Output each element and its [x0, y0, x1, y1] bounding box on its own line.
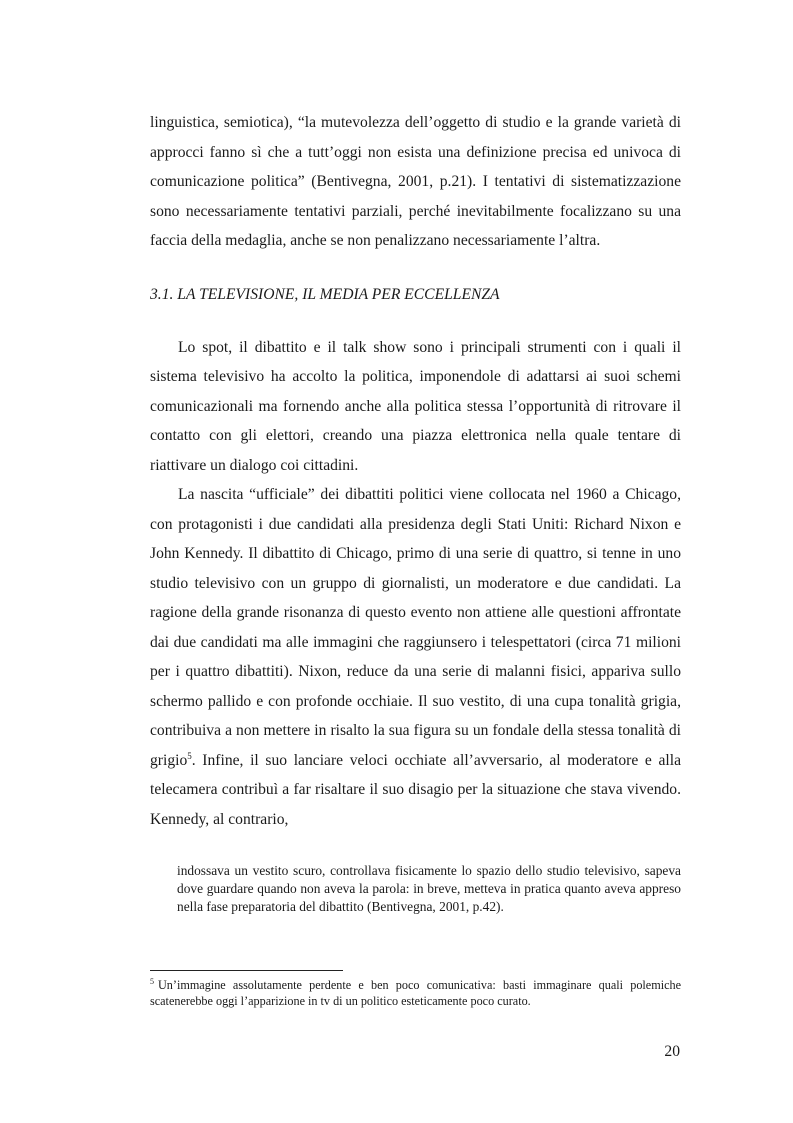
paragraph-intro: linguistica, semiotica), “la mutevolezza dell’oggetto di studio e la grande varietà di approcci fanno sì che a tutt’oggi non esista una definizione precisa ed univoca di comunicazione politica” (Bentivegna, 2001, p.21). I tentativi di sistematizzazione sono necessariamente tentativi parziali, perché inevitabilmente focalizzano su una faccia della medaglia, anche se non penalizzano necessariamente l’altra. — [150, 114, 681, 249]
footnote-text: Un’immagine assolutamente perdente e ben poco comunicativa: basti immaginare quali polemiche scatenerebbe oggi l’apparizione in tv di un politico esteticamente poco curato. — [150, 978, 681, 1008]
footnote-divider — [150, 970, 343, 971]
paragraph-debates-text-b: . Infine, il suo lanciare veloci occhiate all’avversario, al moderatore e alla telecamera contribuì a far risaltare il suo disagio per la situazione che stava vivendo. Kennedy, al contrario, — [150, 751, 681, 828]
footnote — [150, 977, 681, 1009]
paragraph-debates-text-a: La nascita “ufficiale” dei dibattiti politici viene collocata nel 1960 a Chicago, con protagonisti i due candidati alla presidenza degli Stati Uniti: Richard Nixon e John Kennedy. Il dibattito di Chicago, primo di una serie di quattro, si tenne in uno studio televisivo con un gruppo di giornalisti, un moderatore e due candidati. La ragione della grande risonanza di questo evento non attiene alle questioni affrontate dai due candidati ma alle immagini che raggiunsero i telespettatori (circa 71 milioni per i quattro dibattiti). Nixon, reduce da una serie di malanni fisici, appariva sullo schermo pallido e con profonde occhiaie. Il suo vestito, di una cupa tonalità grigia, contribuiva a non mettere in risalto la sua figura su un fondale della stessa tonalità di grigio — [150, 486, 681, 769]
paragraph-debates — [150, 480, 681, 834]
paragraph-tools: Lo spot, il dibattito e il talk show sono i principali strumenti con i quali il sistema televisivo ha accolto la politica, imponendole di adattarsi ai suoi schemi comunicazionali ma fornendo anche alla politica stessa l’opportunità di ritrovare il contatto con gli elettori, creando una piazza elettronica nella quale tentare di riattivare un dialogo coi cittadini. — [150, 338, 681, 474]
block-quote: indossava un vestito scuro, controllava fisicamente lo spazio dello studio televisivo, sapeva dove guardare quando non aveva la parola: in breve, metteva in pratica quanto aveva appreso nella fase preparatoria del dibattito (Bentivegna, 2001, p.42). — [177, 863, 681, 914]
footnote-reference[interactable]: 5 — [187, 750, 192, 761]
page-number: 20 — [664, 1043, 680, 1060]
page-body — [150, 108, 681, 916]
section-heading: 3.1. LA TELEVISIONE, IL MEDIA PER ECCELLENZA — [150, 285, 500, 303]
footnote-marker: 5 — [150, 977, 154, 986]
